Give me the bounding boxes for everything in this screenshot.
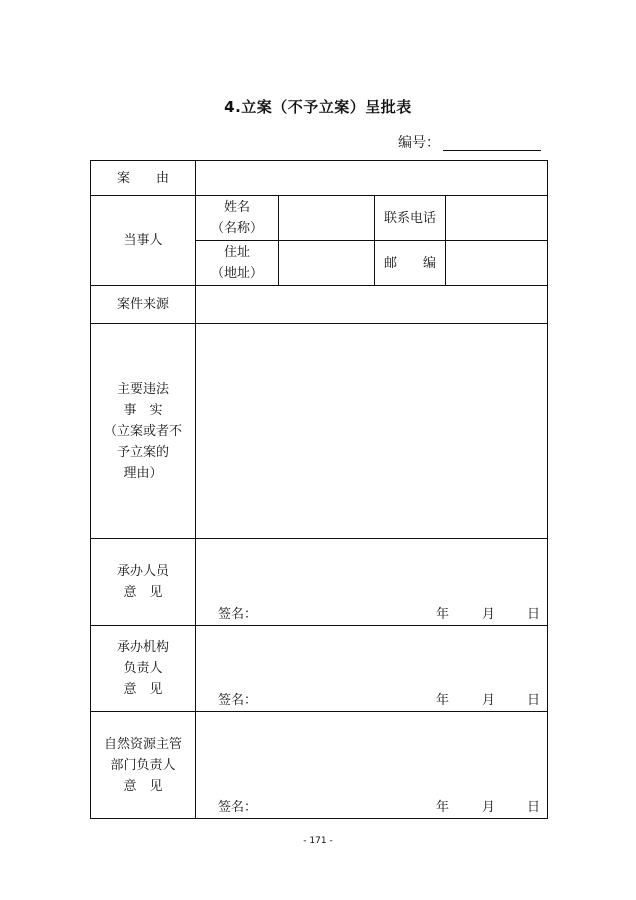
address-label-line1: 住址 [223, 245, 250, 260]
handler-month-label: 月 [482, 607, 496, 622]
main-facts-line5: 理由） [123, 465, 163, 481]
postcode-label: 邮 编 [375, 241, 446, 286]
postcode-field[interactable] [446, 241, 548, 286]
dept-opinion-line3: 意 见 [123, 778, 163, 794]
approval-form-table [90, 160, 548, 819]
serial-number-label: 编号： [398, 135, 440, 151]
handler-opinion-line2: 意 见 [123, 585, 163, 600]
handler-sign-row [218, 604, 541, 622]
phone-field[interactable] [446, 196, 548, 241]
dept-opinion-line1: 自然资源主管 [103, 736, 182, 752]
handler-opinion-field[interactable] [196, 539, 548, 626]
case-cause-field[interactable] [196, 161, 548, 196]
form-title: 4.立案（不予立案）呈批表 [224, 98, 412, 116]
serial-number-field[interactable] [443, 150, 541, 151]
org-opinion-line1: 承办机构 [116, 640, 169, 655]
main-facts-field[interactable] [196, 324, 548, 539]
handler-year-label: 年 [436, 607, 450, 622]
dept-opinion-line2: 部门负责人 [110, 757, 176, 773]
name-field[interactable] [279, 196, 375, 241]
org-opinion-line2: 负责人 [123, 661, 163, 676]
party-label: 当事人 [91, 196, 196, 286]
dept-day-label: 日 [527, 800, 541, 815]
dept-opinion-label [91, 712, 196, 819]
dept-signature-label: 签名： [218, 800, 258, 815]
name-label [196, 196, 279, 241]
org-day-label: 日 [527, 693, 541, 708]
case-cause-label: 案 由 [91, 161, 196, 196]
org-sign-row [218, 690, 541, 708]
main-facts-label [91, 324, 196, 539]
dept-month-label: 月 [482, 800, 496, 815]
org-signature-label: 签名： [218, 693, 258, 708]
name-label-line1: 姓名 [223, 200, 250, 215]
main-facts-line1: 主要违法 [116, 381, 169, 397]
dept-sign-row [218, 797, 541, 815]
page-number: - 171 - [303, 836, 333, 846]
org-opinion-label [91, 626, 196, 712]
org-year-label: 年 [436, 693, 450, 708]
name-label-line2: （名称） [210, 221, 263, 236]
main-facts-line2: 事 实 [123, 402, 163, 418]
handler-day-label: 日 [527, 607, 541, 622]
handler-opinion-label [91, 539, 196, 626]
address-label-line2: （地址） [210, 266, 263, 281]
org-opinion-line3: 意 见 [123, 682, 163, 697]
main-facts-line3: （立案或者不 [103, 423, 182, 439]
handler-opinion-line1: 承办人员 [116, 564, 169, 579]
address-field[interactable] [279, 241, 375, 286]
main-facts-line4: 予立案的 [116, 444, 169, 460]
dept-opinion-field[interactable] [196, 712, 548, 819]
org-opinion-field[interactable] [196, 626, 548, 712]
handler-signature-label: 签名： [218, 607, 258, 622]
phone-label: 联系电话 [375, 196, 446, 241]
dept-year-label: 年 [436, 800, 450, 815]
case-source-label: 案件来源 [91, 286, 196, 324]
address-label [196, 241, 279, 286]
case-source-field[interactable] [196, 286, 548, 324]
org-month-label: 月 [482, 693, 496, 708]
